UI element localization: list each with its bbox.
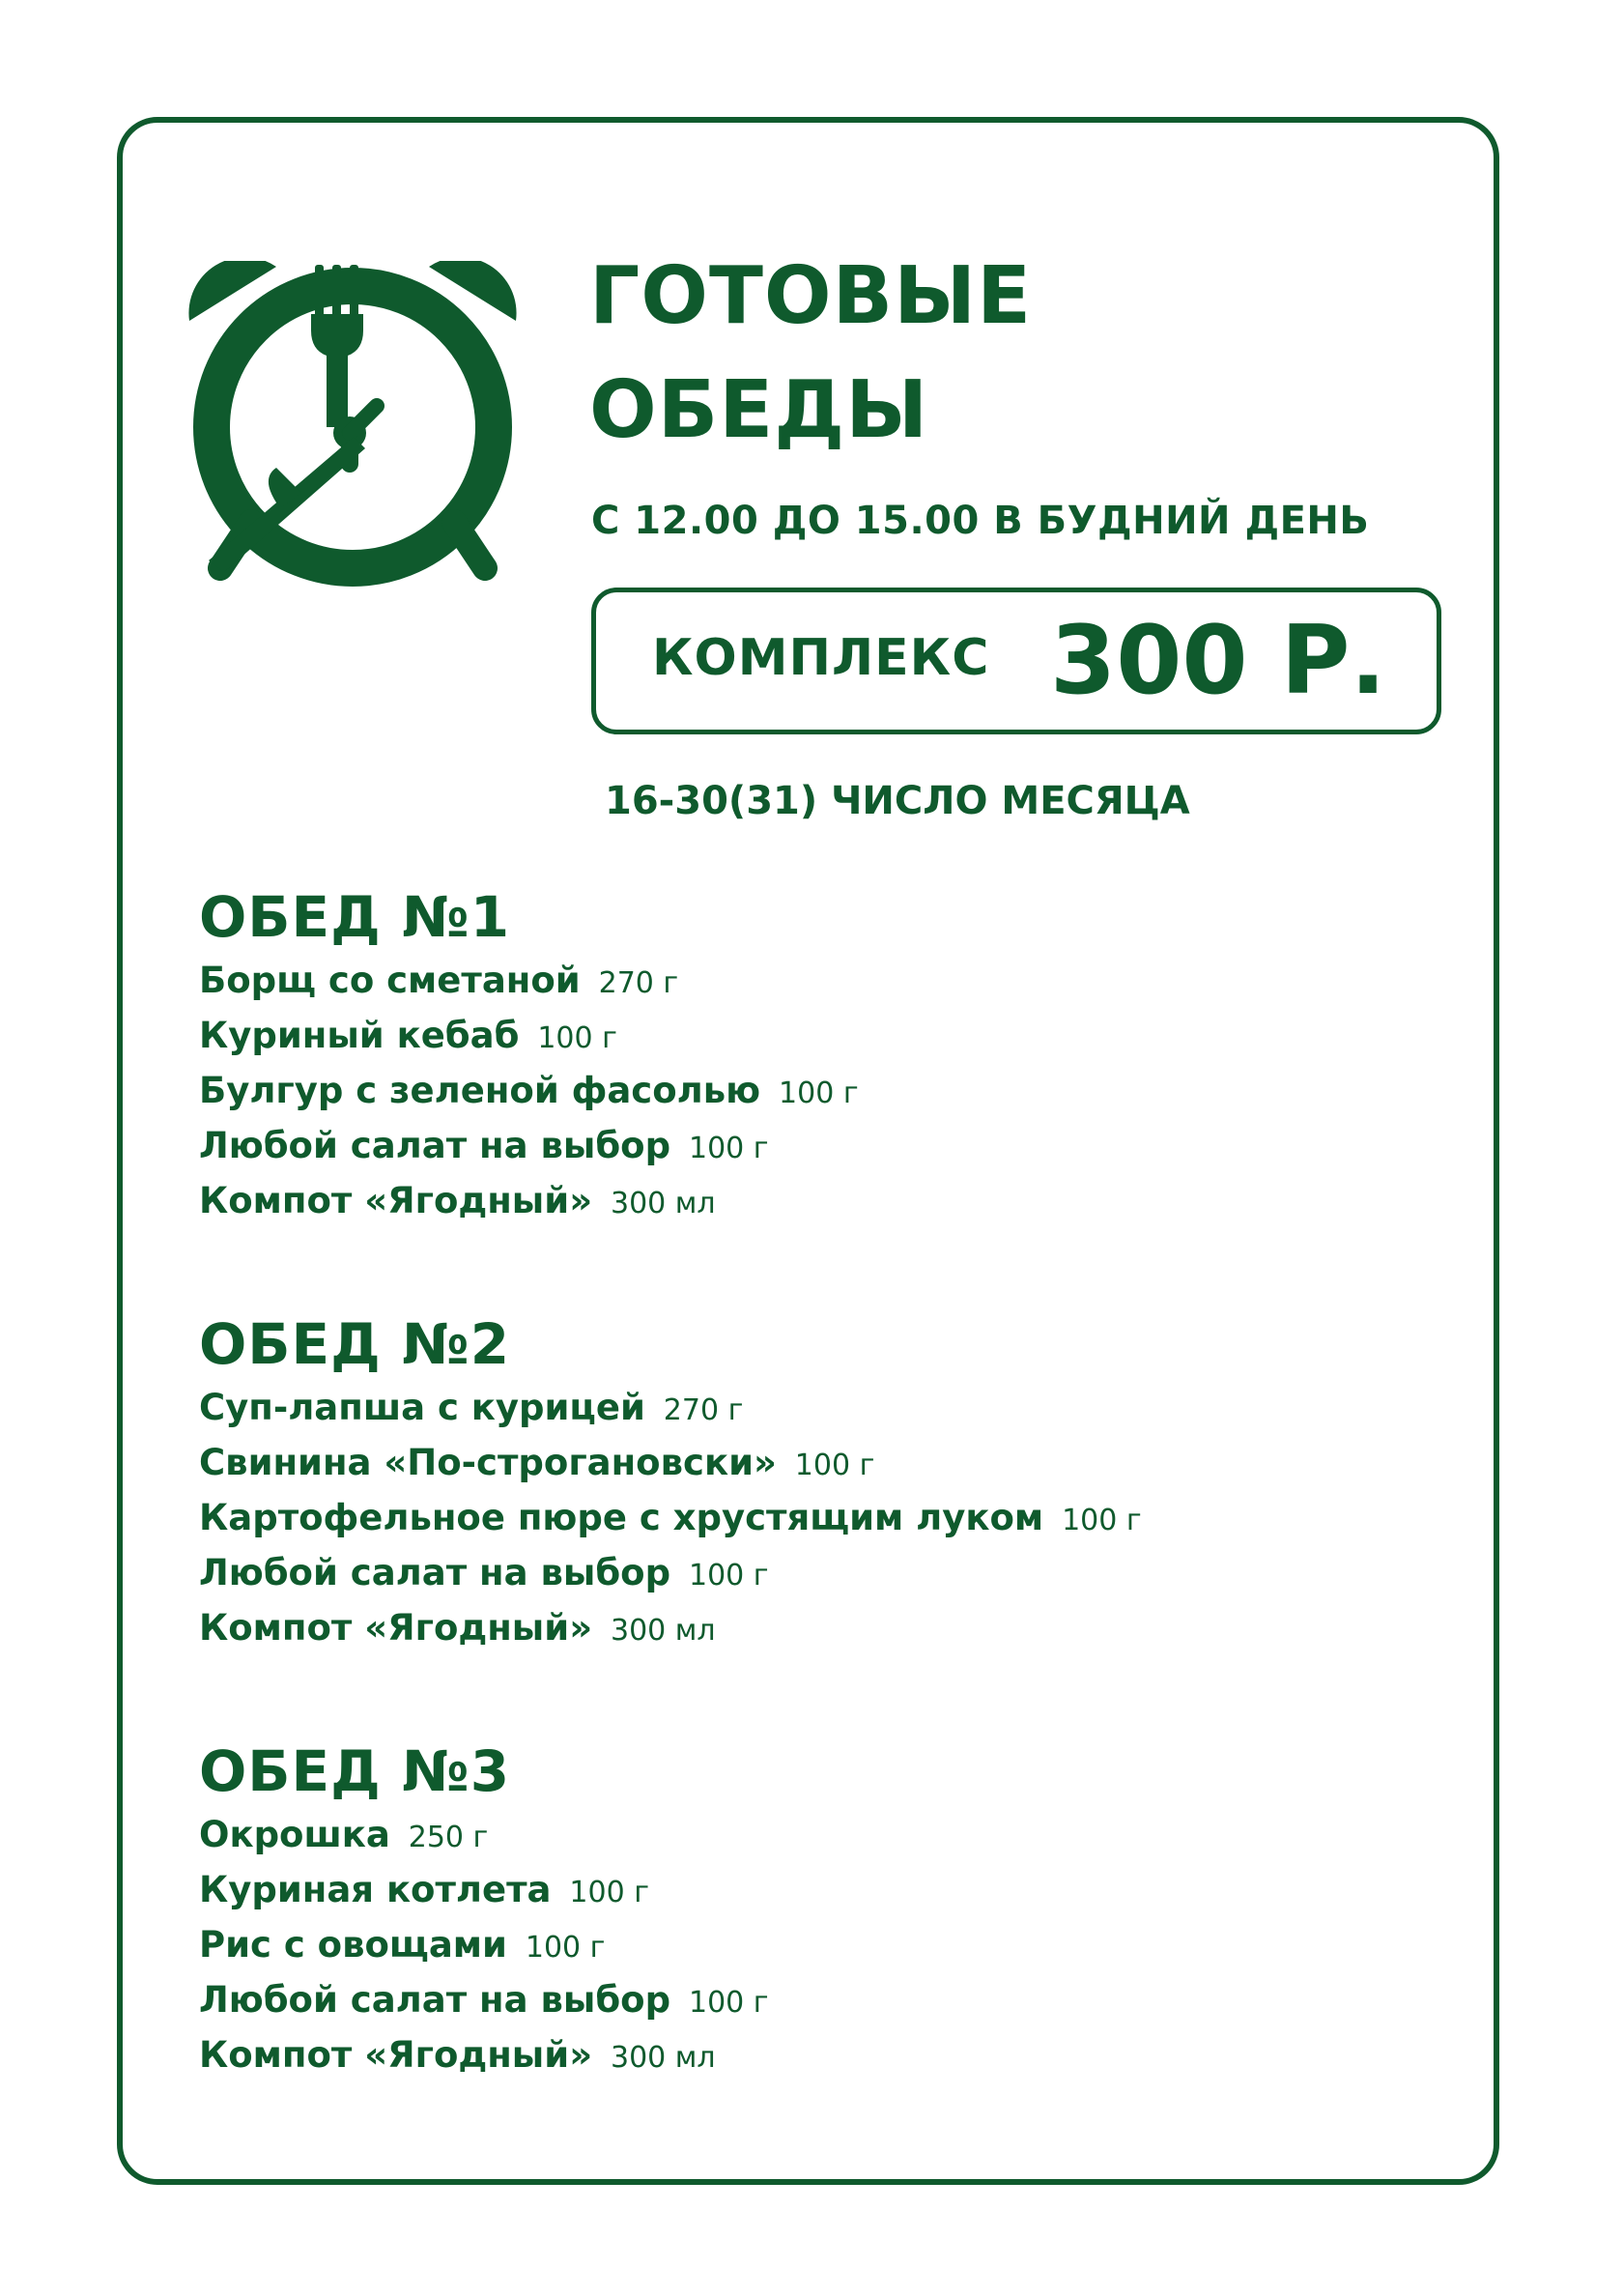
dish-name: Окрошка (199, 1814, 390, 1855)
dish-name: Любой салат на выбор (199, 1979, 671, 2021)
menu-items (199, 1382, 1436, 1657)
dish-weight: 100 г (794, 1449, 875, 1482)
menu-item (199, 2029, 1436, 2084)
dish-name: Куриная котлета (199, 1869, 552, 1910)
menu-title: ОБЕД №2 (199, 1311, 511, 1377)
lunch-menu-2 (199, 1310, 1436, 1657)
dish-weight: 270 г (598, 966, 679, 1000)
price-label: КОМПЛЕКС (652, 629, 990, 687)
dish-name: Свинина «По-строгановски» (199, 1442, 777, 1483)
dish-weight: 100 г (779, 1076, 859, 1110)
dish-weight: 100 г (688, 1986, 769, 2020)
dish-weight: 100 г (688, 1559, 769, 1593)
serving-hours: С 12.00 ДО 15.00 В БУДНИЙ ДЕНЬ (591, 499, 1370, 543)
menu-item (199, 1919, 1436, 1974)
dish-name: Любой салат на выбор (199, 1552, 671, 1593)
menu-item (199, 1602, 1436, 1657)
dish-name: Компот «Ягодный» (199, 1607, 593, 1649)
menu-item (199, 1974, 1436, 2029)
dish-name: Борщ со сметаной (199, 960, 581, 1001)
validity-period: 16-30(31) ЧИСЛО МЕСЯЦА (605, 779, 1190, 823)
dish-weight: 100 г (688, 1132, 769, 1165)
dish-name: Картофельное пюре с хрустящим луком (199, 1497, 1044, 1538)
menu-items (199, 1809, 1436, 2084)
menu-item (199, 1175, 1436, 1230)
dish-name: Компот «Ягодный» (199, 1180, 593, 1221)
dish-name: Булгур с зеленой фасолью (199, 1070, 761, 1111)
menu-item (199, 1492, 1436, 1547)
menu-item (199, 1065, 1436, 1120)
dish-weight: 250 г (408, 1821, 489, 1854)
menu-item (199, 1010, 1436, 1065)
menu-item (199, 1809, 1436, 1864)
page-title (589, 240, 1032, 468)
dish-name: Суп-лапша с курицей (199, 1387, 645, 1428)
menu-item (199, 1120, 1436, 1175)
menu-title: ОБЕД №3 (199, 1738, 511, 1804)
menu-item (199, 1382, 1436, 1437)
title-line-2: ОБЕДЫ (589, 364, 929, 456)
menu-title: ОБЕД №1 (199, 884, 511, 950)
title-line-1: ГОТОВЫЕ (589, 250, 1033, 342)
dish-weight: 100 г (569, 1876, 649, 1909)
menu-item (199, 1547, 1436, 1602)
dish-name: Куриный кебаб (199, 1015, 520, 1056)
alarm-clock-fork-knife-icon (184, 261, 522, 589)
dish-weight: 300 мл (610, 1187, 716, 1220)
menu-items (199, 955, 1436, 1230)
menu-item (199, 1437, 1436, 1492)
price-value: 300 Р. (1050, 606, 1386, 716)
menu-item (199, 1864, 1436, 1919)
dish-weight: 100 г (537, 1021, 617, 1055)
dish-weight: 300 мл (610, 2041, 716, 2075)
dish-weight: 100 г (1062, 1504, 1142, 1537)
dish-weight: 300 мл (610, 1614, 716, 1648)
menu-item (199, 955, 1436, 1010)
dish-weight: 100 г (525, 1931, 606, 1965)
dish-name: Компот «Ягодный» (199, 2034, 593, 2076)
price-box (591, 588, 1441, 734)
dish-name: Любой салат на выбор (199, 1125, 671, 1166)
dish-weight: 270 г (663, 1393, 744, 1427)
lunch-menu-1 (199, 883, 1436, 1230)
dish-name: Рис с овощами (199, 1924, 507, 1966)
lunch-menu-3 (199, 1737, 1436, 2084)
